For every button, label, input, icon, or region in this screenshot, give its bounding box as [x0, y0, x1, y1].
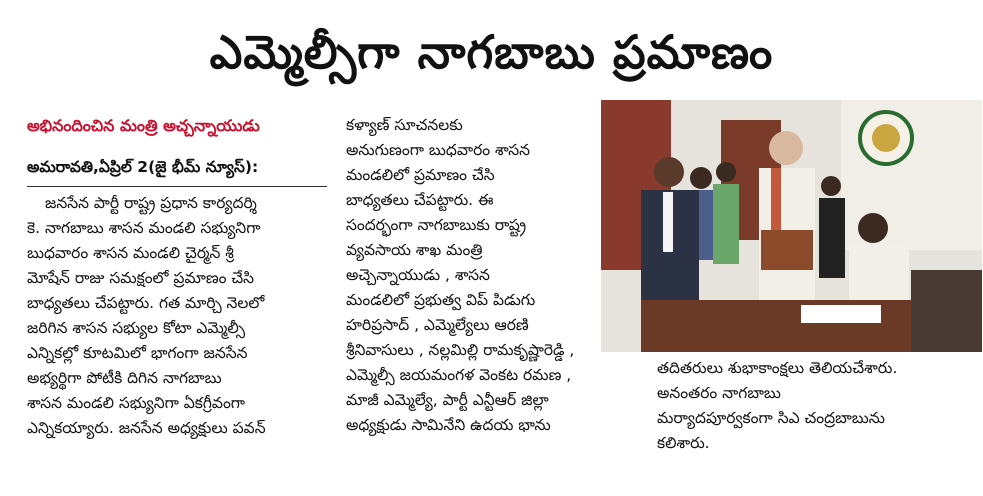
text-line: ఎన్నికల్లో కూటమిలో భాగంగా జనసేన — [27, 344, 248, 362]
text-line: జనసేన పార్టీ రాష్ట్ర ప్రధాన కార్యదర్శి — [45, 194, 257, 212]
divider — [27, 186, 327, 187]
text-line: బుధవారం శాసన మండలి చైర్మన్ శ్రీ — [27, 244, 234, 262]
news-photo — [601, 100, 982, 352]
text-line: ఎన్నికయ్యారు. జనసేన అధ్యక్షులు పవన్ — [27, 419, 266, 437]
text-line: మోషేన్ రాజు సమక్షంలో ప్రమాణం చేసి — [27, 269, 255, 287]
text-line: మండలిలో ప్రభుత్వ విప్ పిడుగు — [346, 291, 536, 309]
column-2-body — [346, 113, 602, 438]
text-line: అభ్యర్థిగా పోటీకి దిగిన నాగబాబు — [27, 369, 222, 387]
photo-illustration — [601, 100, 982, 352]
text-line: అనంతరం నాగబాబు — [657, 384, 781, 402]
article-column-2 — [346, 113, 602, 438]
text-line: బాధ్యతలు చేపట్టారు. ఈ — [346, 191, 494, 209]
text-line: ఎమ్మెల్సీ జయమంగళ వెంకట రమణ , — [346, 366, 572, 384]
text-line: కె. నాగబాబు శాసన మండలి సభ్యునిగా — [27, 219, 261, 237]
text-line: హరిప్రసాద్ , ఎమ్మెల్యేలు ఆరణి — [346, 316, 529, 334]
text-line: అధ్యక్షుడు సామినేని ఉదయ భాను — [346, 416, 551, 434]
article-column-3 — [657, 356, 977, 456]
text-line: మండలిలో ప్రమాణం చేసి — [346, 166, 495, 184]
text-line: తదితరులు శుభాకాంక్షలు తెలియచేశారు. — [657, 359, 898, 377]
text-line: వ్యవసాయ శాఖ మంత్రి — [346, 241, 483, 259]
text-line: శాసన మండలి సభ్యునిగా ఏకగ్రీవంగా — [27, 394, 246, 412]
text-line: జరిగిన శాసన సభ్యుల కోటా ఎమ్మెల్సీ — [27, 319, 246, 337]
text-line: అనుగుణంగా బుధవారం శాసన — [346, 141, 531, 159]
text-line: బాధ్యతలు చేపట్టారు. గత మార్చి నెలలో — [27, 294, 265, 312]
text-line: మర్యాదపూర్వకంగా సిఎ చంద్రబాబును — [657, 409, 885, 427]
text-line: కళ్యాణ్ సూచనలకు — [346, 116, 463, 134]
column-1-body — [27, 191, 327, 441]
column-3-body — [657, 356, 977, 456]
text-line: సందర్భంగా నాగబాబుకు రాష్ట్ర — [346, 216, 527, 234]
text-line: అచ్చెన్నాయుడు , శాసన — [346, 266, 490, 284]
article-column-1 — [27, 113, 327, 441]
text-line: కలిశారు. — [657, 434, 710, 452]
text-line: మాజీ ఎమ్మెల్యే, పార్టీ ఎన్టీఆర్ జిల్లా — [346, 391, 549, 409]
subheadline: అభినందించిన మంత్రి అచ్చన్నాయుడు — [27, 116, 260, 135]
dateline: అమరావతి,ఏప్రిల్ 2(జై భీమ్ న్యూస్): — [27, 158, 259, 176]
headline: ఎమ్మెల్సీగా నాగబాబు ప్రమాణం — [209, 25, 774, 79]
text-line: శ్రీనివాసులు , నల్లమిల్లి రామకృష్ణారెడ్డి , — [346, 341, 575, 359]
